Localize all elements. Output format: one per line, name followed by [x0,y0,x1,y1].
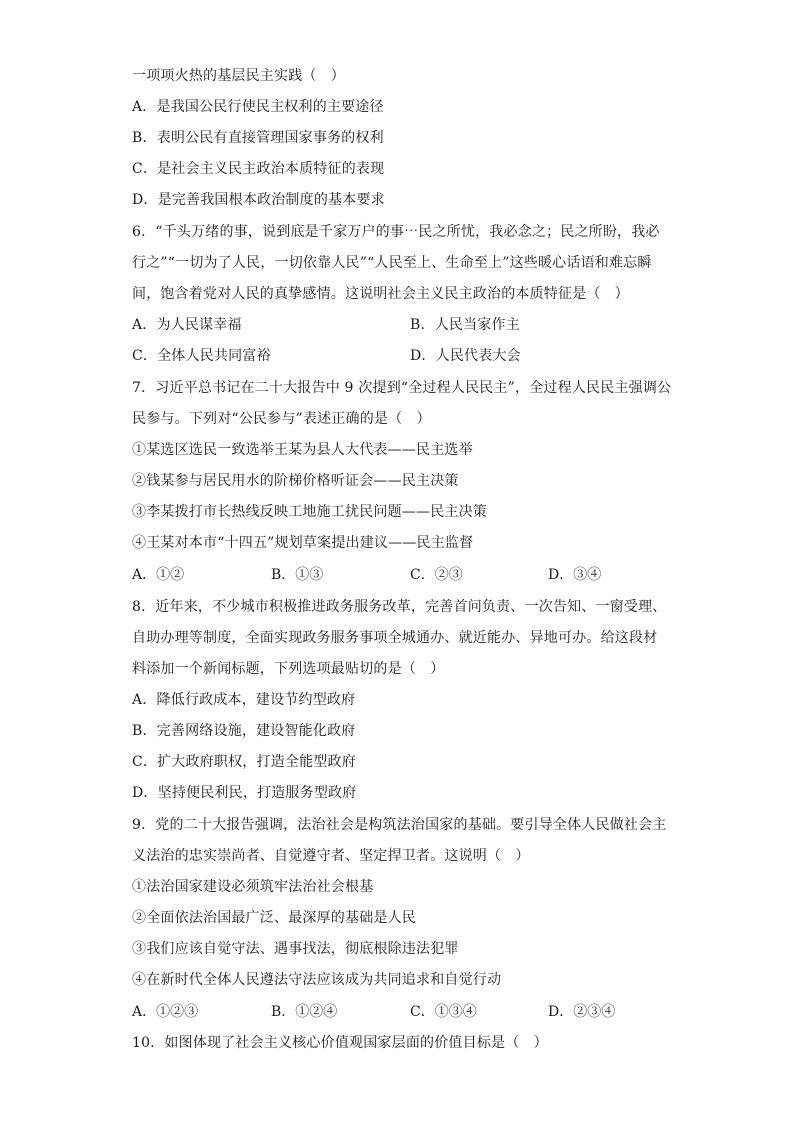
q8-stem-line-3: 料添加一个新闻标题，下列选项最贴切的是（ ） [132,661,445,677]
q10-stem: 10．如图体现了社会主义核心价值观国家层面的价值目标是（ ） [132,1035,548,1051]
q5-option-a: A．是我国公民行使民主权利的主要途径 [132,99,384,115]
q9-item-3: ③我们应该自觉守法、遇事找法，彻底根除违法犯罪 [132,941,459,957]
q7-item-3: ③李某拨打市长热线反映工地施工扰民问题——民主决策 [132,504,487,520]
q6-stem-line-2: 行之”“一切为了人民，一切依靠人民”“人民至上、生命至上”这些暖心话语和难忘瞬 [132,255,652,271]
q6-option-b: B．人民当家作主 [410,317,520,333]
q9-item-4: ④在新时代全体人民遵法守法应该成为共同追求和自觉行动 [132,972,502,988]
q9-item-2: ②全面依法治国最广泛、最深厚的基础是人民 [132,910,416,926]
q8-option-c: C．扩大政府职权，打造全能型政府 [132,754,356,770]
q6-option-d: D．人民代表大会 [410,348,521,364]
q7-option-d: D．③④ [548,567,602,583]
q5-option-d: D．是完善我国根本政治制度的基本要求 [132,192,385,208]
q7-stem-line-2: 民参与。下列对“公民参与”表述正确的是（ ） [132,411,431,427]
q5-option-c: C．是社会主义民主政治本质特征的表现 [132,161,385,177]
q9-item-1: ①法治国家建设必须筑牢法治社会根基 [132,879,374,895]
q8-stem-line-2: 自助办理等制度，全面实现政务服务事项全城通办、就近能办、异地可办。给这段材 [132,630,658,646]
q6-option-a: A．为人民谋幸福 [132,317,242,333]
q7-item-2: ②钱某参与居民用水的阶梯价格听证会——民主决策 [132,473,459,489]
q9-stem-line-1: 9．党的二十大报告强调，法治社会是构筑法治国家的基础。要引导全体人民做社会主 [132,817,667,833]
q7-item-4: ④王某对本市“十四五”规划草案提出建议——民主监督 [132,535,474,551]
q9-option-d: D．②③④ [548,1004,616,1020]
q8-stem-line-1: 8．近年来，不少城市积极推进政务服务改革，完善首问负责、一次告知、一窗受理、 [132,599,667,615]
q5-stem-tail: 一项项火热的基层民主实践（ ） [132,68,345,84]
q5-option-b: B．表明公民有直接管理国家事务的权利 [132,130,384,146]
q7-stem-line-1: 7．习近平总书记在二十大报告中 9 次提到“全过程人民民主”，全过程人民民主强调公 [132,380,672,396]
q9-option-c: C．①③④ [410,1004,477,1020]
q9-stem-line-2: 义法治的忠实崇尚者、自觉遵守者、坚定捍卫者。这说明（ ） [132,848,530,864]
q9-option-b: B．①②④ [271,1004,338,1020]
q6-stem-line-1: 6．“千头万绪的事，说到底是千家万户的事⋯民之所忧，我必念之；民之所盼，我必 [132,224,660,240]
q6-stem-line-3: 间，饱含着党对人民的真挚感情。这说明社会主义民主政治的本质特征是（ ） [132,286,629,302]
q7-option-b: B．①③ [271,567,324,583]
q6-option-c: C．全体人民共同富裕 [132,348,271,364]
q7-option-a: A．①② [132,567,185,583]
q8-option-b: B．完善网络设施，建设智能化政府 [132,723,356,739]
q9-option-a: A．①②③ [132,1004,199,1020]
q8-option-d: D．坚持便民利民，打造服务型政府 [132,785,357,801]
q8-option-a: A．降低行政成本，建设节约型政府 [132,692,356,708]
q7-item-1: ①某选区选民一致选举王某为县人大代表——民主选举 [132,442,473,458]
q7-option-c: C．②③ [410,567,463,583]
